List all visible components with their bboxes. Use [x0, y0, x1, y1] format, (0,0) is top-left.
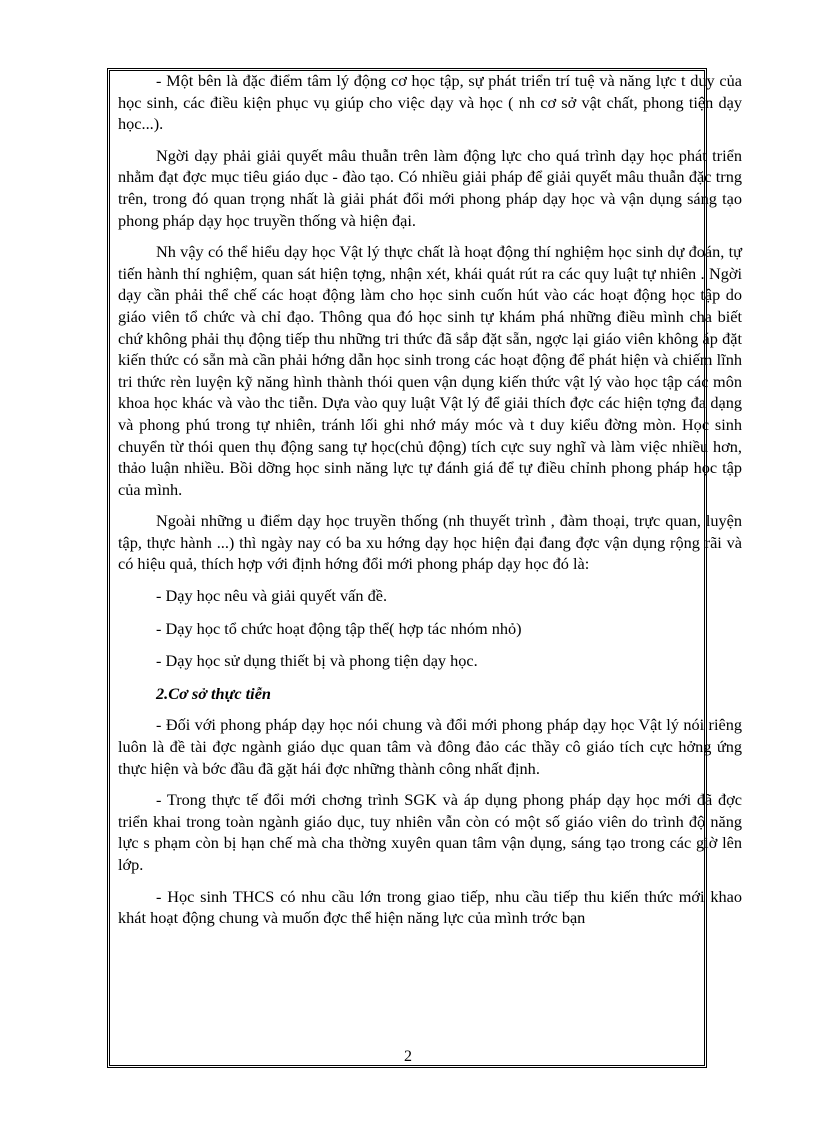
paragraph: Ngoài những u điểm dạy học truyền thống (nh thuyết trình , đàm thoại, trực quan, luyện tập, thực hành ...) thì ngày nay có ba xu hớng dạy học hiện đại đang đợc vận dụng rộng rãi và có hiệu quả, thích hợp với định hớng đổi mới phong pháp dạy học đó là: — [118, 511, 742, 574]
paragraph: - Học sinh THCS có nhu cầu lớn trong giao tiếp, nhu cầu tiếp thu kiến thức mới khao khát hoạt động chung và muốn đợc thể hiện năng lực của mình trớc bạn — [118, 886, 742, 928]
list-item: - Dạy học sử dụng thiết bị và phong tiện dạy học. — [156, 651, 478, 671]
paragraph: Nh vậy có thể hiểu dạy học Vật lý thực chất là hoạt động thí nghiệm học sinh dự đoán, tự tiến hành thí nghiệm, quan sát hiện tợng, nhận xét, khái quát rút ra các quy luật tự nhiên . Ngời dạy cần phải thể chế các hoạt động làm cho học sinh cuốn hút vào các hoạt động học tập do giáo viên tổ chức và chỉ đạo. Thông qua đó học sinh tự khám phá những điều mình cha biết chứ không phải thụ động tiếp thu những tri thức đã sắp đặt sẵn, ngợc lại giáo viên không áp đặt kiến thức có sẵn mà cần phải hớng dẫn học sinh trong các hoạt động để phát hiện và chiếm lĩnh tri thức rèn luyện kỹ năng hình thành thói quen vận dụng kiến thức vật lý vào học tập các môn khoa học khác và vào thc tiễn. Dựa vào quy luật Vật lý để giải thích đợc các hiện tợng đa dạng và phong phú trong tự nhiên, tránh lối ghi nhớ máy móc và t duy kiểu đờng mòn. Học sinh chuyển từ thói quen thụ động sang tự học(chủ động) tích cực suy nghĩ và làm việc nhiều hơn, thảo luận nhiều. Bồi dỡng học sinh năng lực tự đánh giá để tự điều chỉnh phong pháp học tập của mình. — [118, 242, 742, 499]
section-heading: 2.Cơ sở thực tiễn — [156, 683, 271, 703]
list-item: - Dạy học tổ chức hoạt động tập thể( hợp tác nhóm nhỏ) — [156, 618, 522, 638]
paragraph: - Đối với phong pháp dạy học nói chung và đổi mới phong pháp dạy học Vật lý nói riêng luôn là đề tài đợc ngành giáo dục quan tâm và đông đảo các thầy cô giáo tích cực hởng ứng thực hiện và bớc đầu đã gặt hái đợc những thành công nhất định. — [118, 715, 742, 778]
page-number: 2 — [404, 1048, 412, 1065]
paragraph: - Trong thực tế đổi mới chơng trình SGK và áp dụng phong pháp dạy học mới đã đợc triển khai trong toàn ngành giáo dục, tuy nhiên vẫn còn có một số giáo viên do trình độ năng lực s phạm còn bị hạn chế mà cha thờng xuyên quan tâm vận dụng, sáng tạo trong các giờ lên lớp. — [118, 790, 742, 874]
document-body — [118, 70, 742, 939]
paragraph: - Một bên là đặc điểm tâm lý động cơ học tập, sự phát triển trí tuệ và năng lực t duy của học sinh, các điều kiện phục vụ giúp cho việc dạy và học ( nh cơ sở vật chất, phong tiện dạy học...). — [118, 71, 742, 134]
list-item: - Dạy học nêu và giải quyết vấn đề. — [156, 586, 388, 606]
paragraph: Ngời dạy phải giải quyết mâu thuẫn trên làm động lực cho quá trình dạy học phát triển nhằm đạt đợc mục tiêu giáo dục - đào tạo. Có nhiều giải pháp để giải quyết mâu thuẫn đặc trng trên, trong đó quan trọng nhất là giải phát đổi mới phong pháp dạy học và vận dụng sáng tạo phong pháp dạy học truyền thống và hiện đại. — [118, 145, 742, 230]
